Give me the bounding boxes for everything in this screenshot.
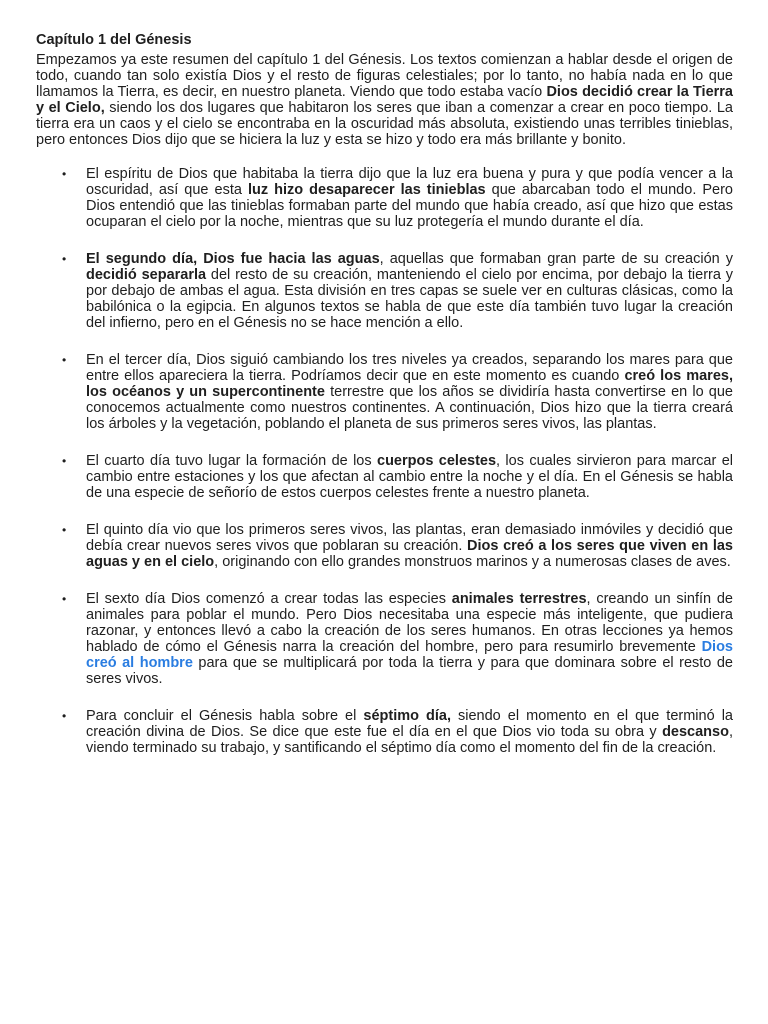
bullet-icon: • xyxy=(62,709,67,723)
bold-text: Dios decidió crear la Tierra y el Cielo, xyxy=(36,84,733,116)
list-item xyxy=(36,591,733,687)
bullet-list xyxy=(36,166,733,756)
text-span: Para concluir el Génesis habla sobre el xyxy=(86,708,364,724)
intro-paragraph xyxy=(36,52,733,148)
text-span: El quinto día vio que los primeros seres vivos, las plantas, eran demasiado inmóviles y decidió que debía crear nuevos seres vivos que poblaran su creación. xyxy=(86,522,733,554)
text-span: , creando un sinfín de animales para poblar el mundo. Pero Dios necesitaba una especie más inteligente, que pudiera razonar, y entonces llevó a cabo la creación de los seres humanos. En otras lecciones ya hemos hablado de cómo el Génesis narra la creación del hombre, pero para resumirlo brevemente xyxy=(86,591,734,655)
bold-text: creó los mares, los océanos y un supercontinente xyxy=(86,368,733,400)
text-span: , aquellas que formaban gran parte de su creación y xyxy=(379,251,733,267)
text-span: terrestre que los años se dividiría hasta convertirse en lo que conocemos actualmente como nuestros continentes. A continuación, Dios hizo que la tierra creará los árboles y la vegetación, poblando el planeta de sus primeros seres vivos, las plantas. xyxy=(86,384,734,432)
text-span: El espíritu de Dios que habitaba la tierra dijo que la luz era buena y pura y que podía vencer a la oscuridad, así que esta xyxy=(86,166,733,198)
bold-text: séptimo día, xyxy=(363,708,451,724)
list-item xyxy=(36,352,733,432)
bullet-icon: • xyxy=(62,353,67,367)
bold-text: animales terrestres xyxy=(451,591,587,607)
bullet-icon: • xyxy=(62,252,67,266)
text-span: siendo el momento en el que terminó la creación divina de Dios. Se dice que este fue el día en el que Dios vio toda su obra y xyxy=(86,708,733,740)
chapter-title: Capítulo 1 del Génesis xyxy=(36,32,192,48)
document xyxy=(36,32,733,756)
bold-text: luz hizo desaparecer las tinieblas xyxy=(247,182,486,198)
list-item xyxy=(36,708,733,756)
bold-text: cuerpos celestes xyxy=(377,453,497,469)
bold-text: El segundo día, Dios fue hacia las aguas xyxy=(86,251,380,267)
text-span: para que se multiplicará por toda la tierra y para que dominara sobre el resto de seres vivos. xyxy=(86,655,733,687)
text-span: , los cuales sirvieron para marcar el cambio entre estaciones y los que afectan al cambio entre la noche y el día. En el Génesis se habla de una especie de señorío de estos cuerpos celestes frente a nuestro planeta. xyxy=(86,453,733,501)
bold-text: descanso xyxy=(662,724,729,740)
bold-text: decidió separarla xyxy=(86,267,207,283)
text-span: El cuarto día tuvo lugar la formación de los xyxy=(86,453,377,469)
list-item xyxy=(36,251,733,331)
bullet-icon: • xyxy=(62,592,67,606)
bullet-icon: • xyxy=(62,454,67,468)
bullet-icon: • xyxy=(62,167,67,181)
bold-text: Dios creó a los seres que viven en las aguas y en el cielo xyxy=(86,538,733,570)
text-span: siendo los dos lugares que habitaron los seres que iban a comenzar a crear en poco tiempo. La tierra era un caos y el cielo se encontraba en la oscuridad más absoluta, existiendo unas terribles tinieblas, pero entonces Dios dijo que se hiciera la luz y esta se hizo y todo era más brillante y bonito. xyxy=(36,100,733,148)
text-span: Empezamos ya este resumen del capítulo 1 del Génesis. Los textos comienzan a hablar desde el origen de todo, cuando tan solo existía Dios y el resto de figuras celestiales; por lo tanto, no había nada en lo que llamamos la Tierra, es decir, en nuestro planeta. Viendo que todo estaba vacío xyxy=(36,52,733,100)
text-span: , viendo terminado su trabajo, y santificando el séptimo día como el momento del fin de la creación. xyxy=(86,724,733,756)
list-item xyxy=(36,522,733,570)
inline-link[interactable]: Dios creó al hombre xyxy=(86,639,733,671)
text-span: , originando con ello grandes monstruos marinos y a numerosas clases de aves. xyxy=(214,554,731,570)
list-item xyxy=(36,453,733,501)
text-span: El sexto día Dios comenzó a crear todas las especies xyxy=(86,591,452,607)
list-item xyxy=(36,166,733,230)
text-span: En el tercer día, Dios siguió cambiando los tres niveles ya creados, separando los mares para que entre ellos apareciera la tierra. Podríamos decir que en este momento es cuando xyxy=(86,352,733,384)
bullet-icon: • xyxy=(62,523,67,537)
text-span: del resto de su creación, manteniendo el cielo por encima, por debajo la tierra y por debajo de ambas el agua. Esta división en tres capas se suele ver en culturas clásicas, como la babilónica o la egipcia. En algunos textos se habla de que este día también tuvo lugar la creación del infierno, pero en el Génesis no se hace mención a ello. xyxy=(86,267,733,331)
text-span: que abarcaban todo el mundo. Pero Dios entendió que las tinieblas formaban parte del mundo que había creado, así que hizo que estas ocuparan el cielo por la noche, mientras que su luz protegería el mundo durante el día. xyxy=(86,182,733,230)
